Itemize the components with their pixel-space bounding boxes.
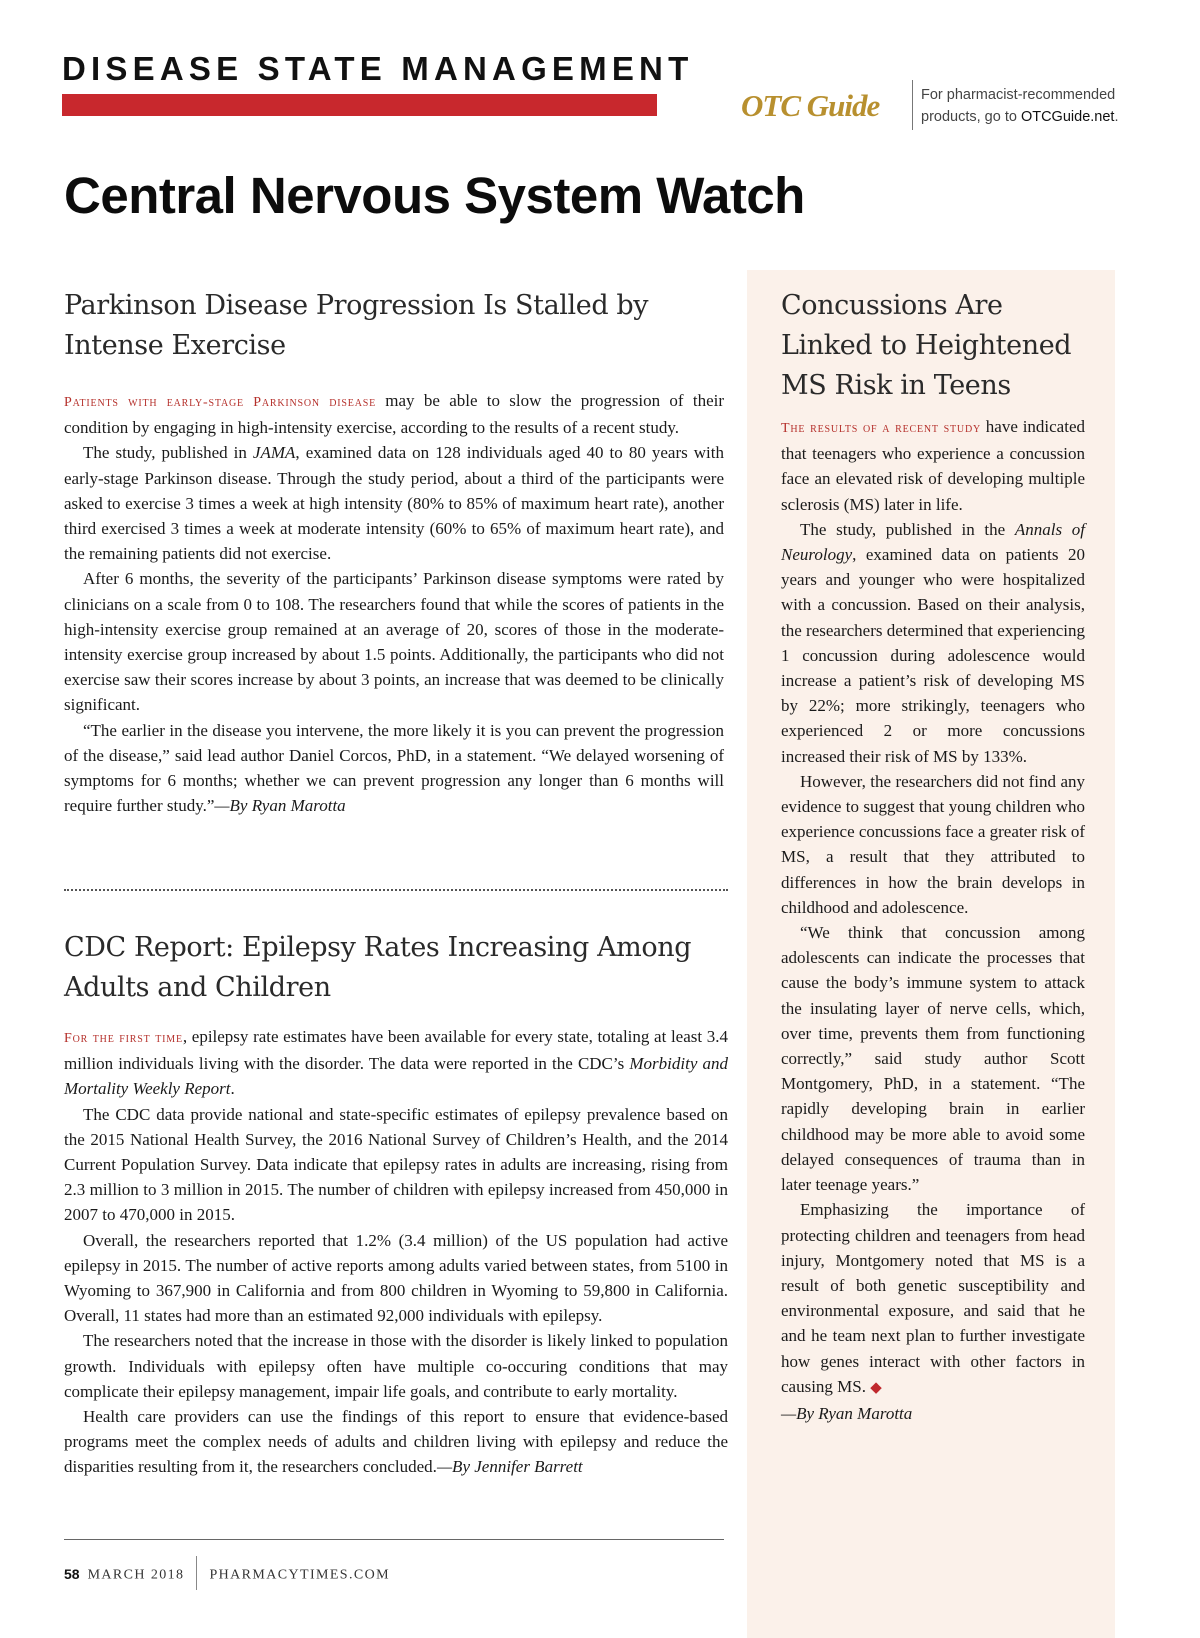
paragraph: “We think that concussion among adolescents can indicate the processes that cause the body’s immune system to attack the insulating layer of nerve cells, which, over time, prevents them from functioning correctly,” said study author Scott Montgomery, PhD, in a statement. “The rapidly developing brain in earlier childhood may be more able to avoid some delayed consequences of trauma than in later teenage years.” [781, 923, 1085, 1195]
paragraph: The researchers noted that the increase in those with the disorder is likely linked to population growth. Individuals with epilepsy often have multiple co-occuring conditions that may complicate their epilepsy management, impair life goals, and contribute to early mortality. [64, 1331, 728, 1401]
paragraph: The results of a recent study have indicated that teenagers who experience a concussion face an elevated risk of developing multiple sclerosis (MS) later in life. [781, 417, 1085, 514]
paragraph: Emphasizing the importance of protecting children and teenagers from head injury, Montgomery noted that MS is a result of both genetic susceptibility and environmental exposure, and said that he and he team next plan to further investigate how genes interact with other factors in causing MS. ◆ [781, 1200, 1085, 1396]
issue-date: MARCH 2018 [87, 1567, 185, 1583]
otc-promo-prefix: products, go to [921, 109, 1021, 125]
paragraph: Overall, the researchers reported that 1.2% (3.4 million) of the US population had active epilepsy in 2015. The number of active reports among adults varied between states, from 5100 in Wyoming to 367,900 in California and from 800 children in Wyoming to 59,800 in California. Overall, 11 states had more than an estimated 92,000 individuals with epilepsy. [64, 1230, 728, 1326]
end-mark-icon: ◆ [870, 1379, 882, 1396]
page-number: 58 [64, 1565, 80, 1582]
site-link[interactable]: PHARMACYTIMES.COM [209, 1567, 390, 1583]
paragraph: For the first time, epilepsy rate estimates have been available for every state, totaling at least 3.4 million individuals living with the disorder. The data were reported in the CDC’s Morbidity and Mortality Weekly Report. [64, 1027, 728, 1099]
paragraph: The CDC data provide national and state-specific estimates of epilepsy prevalence based on the 2015 National Health Survey, the 2016 National Survey of Children’s Health, and the 2014 Current Population Survey. Data indicate that epilepsy rates in adults are increasing, rising from 2.3 million to 3 million in 2015. The number of children with epilepsy increased from 450,000 in 2007 to 470,000 in 2015. [64, 1104, 728, 1225]
otc-guide-link[interactable]: OTCGuide.net [1020, 109, 1115, 125]
footer [64, 1558, 390, 1592]
journal-title: JAMA [252, 443, 296, 463]
paragraph [781, 1401, 1085, 1426]
paragraph: “The earlier in the disease you intervene, the more likely it is you can prevent the progression of the disease,” said lead author Daniel Corcos, PhD, in a statement. “We delayed worsening of symptoms for 6 months; whether we can prevent progression any longer than 6 months will require further study.”—By Ryan Marotta [64, 720, 724, 816]
paragraph: Health care providers can use the findings of this report to ensure that evidence-based programs meet the complex needs of adults and children living with epilepsy and reduce the disparities resulting from it, the researchers concluded.—By Jennifer Barrett [64, 1407, 728, 1477]
page-title: Central Nervous System Watch [64, 167, 805, 224]
sidebar-headline: Concussions Are Linked to Heightened MS Risk in Teens [781, 290, 1072, 401]
paragraph: The study, published in the Annals of Neurology, examined data on patients 20 years and younger who were hospitalized with a concussion. Based on their analysis, the researchers determined that experiencing 1 concussion during adolescence would increase a patient’s risk of developing MS by 22%; more strikingly, teenagers who experienced 2 or more concussions increased their risk of MS by 133%. [781, 519, 1085, 766]
footer-rule [64, 1539, 724, 1540]
journal-title: Annals of Neurology [781, 519, 1085, 565]
byline: —By Ryan Marotta [214, 796, 346, 816]
sidebar-body [781, 414, 1085, 1426]
paragraph: However, the researchers did not find any evidence to suggest that young children who experience concussions face a greater risk of MS, a result that they attributed to differences in how the brain develops in childhood and adolescence. [781, 771, 1085, 917]
lead-in: For the first time [64, 1031, 183, 1046]
paragraph: The study, published in JAMA, examined data on 128 individuals aged 40 to 80 years with early-stage Parkinson disease. Through the study period, about a third of the participants were asked to exercise 3 times a week at high intensity (80% to 85% of maximum heart rate), another third exercised 3 times a week at moderate intensity (60% to 65% of maximum heart rate), and the remaining patients did not exercise. [64, 443, 724, 564]
footer-divider [196, 1556, 197, 1590]
byline: —By Jennifer Barrett [436, 1457, 583, 1477]
byline: —By Ryan Marotta [781, 1403, 913, 1423]
otc-guide-logo: OTC Guide [741, 88, 880, 123]
article-separator [64, 889, 728, 891]
journal-title: Morbidity and Mortality Weekly Report [64, 1054, 728, 1099]
section-color-bar [62, 94, 657, 116]
article-epilepsy-body [64, 1024, 728, 1480]
otc-promo-line2 [921, 106, 1118, 128]
otc-promo-suffix: . [1114, 109, 1119, 125]
paragraph: After 6 months, the severity of the participants’ Parkinson disease symptoms were rated by clinicians on a scale from 0 to 108. The researchers found that while the scores of patients in the high-intensity exercise group remained at an average of 20, scores of those in the moderate-intensity exercise group increased by about 1.5 points. Additionally, the participants who did not exercise saw their scores increase by about 3 points, an increase that was deemed to be clinically significant. [64, 569, 724, 715]
article-epilepsy-headline: CDC Report: Epilepsy Rates Increasing Among Adults and Children [64, 932, 692, 1003]
otc-promo-line1: For pharmacist-recommended [921, 87, 1116, 103]
article-parkinson-headline: Parkinson Disease Progression Is Stalled by Intense Exercise [64, 290, 649, 361]
otc-guide-promo [921, 84, 1118, 128]
lead-in: Patients with early-stage Parkinson disease [64, 395, 376, 410]
header-divider [912, 80, 913, 130]
paragraph: Patients with early-stage Parkinson disease may be able to slow the progression of their condition by engaging in high-intensity exercise, according to the results of a recent study. [64, 391, 725, 438]
section-label: DISEASE STATE MANAGEMENT [62, 50, 694, 87]
lead-in: The results of a recent study [781, 421, 981, 436]
article-parkinson-body [64, 388, 724, 818]
